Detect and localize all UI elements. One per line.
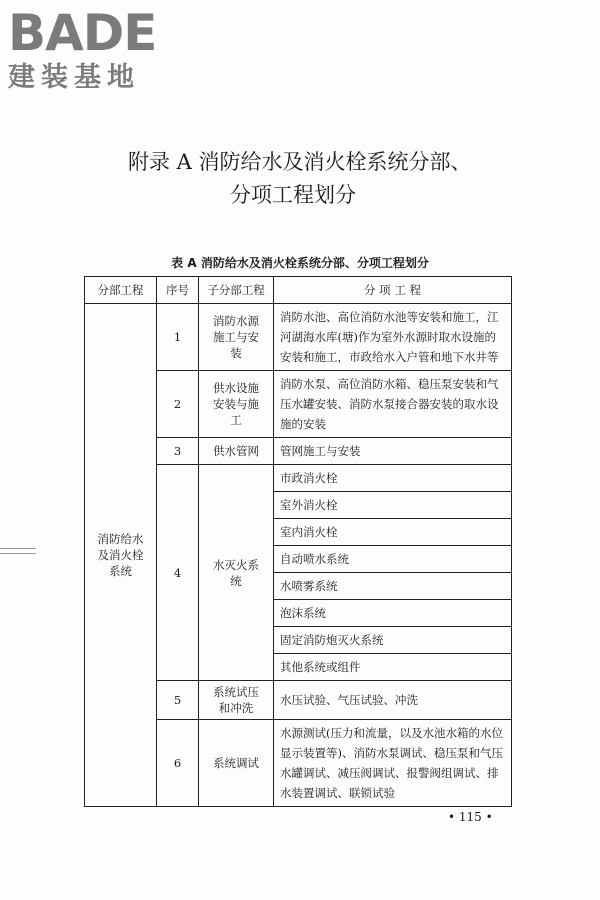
logo-subtitle: 建装基地 — [8, 62, 140, 93]
item-cell: 水喷雾系统 — [274, 573, 512, 600]
row-number: 5 — [157, 681, 199, 720]
item-cell: 水压试验、气压试验、冲洗 — [274, 681, 512, 720]
item-cell: 水源测试(压力和流量，以及水池水箱的水位显示装置等)、消防水泵调试、稳压泵和气压水罐调试、减压阀调试、报警阀组调试、排水装置调试、联锁试验 — [274, 720, 512, 807]
item-cell: 管网施工与安装 — [274, 438, 512, 465]
bade-logo — [8, 6, 156, 94]
title-line-2: 分项工程划分 — [230, 183, 356, 207]
header-number: 序号 — [157, 277, 199, 304]
appendix-title — [128, 146, 472, 212]
margin-mark — [0, 548, 36, 554]
table-header-row — [85, 277, 512, 304]
item-cell: 市政消火栓 — [274, 465, 512, 492]
item-cell: 泡沫系统 — [274, 600, 512, 627]
header-division: 分部工程 — [85, 277, 157, 304]
item-cell: 室内消火栓 — [274, 519, 512, 546]
item-cell: 消防水池、高位消防水池等安装和施工，江河湖海水库(塘)作为室外水源时取水设施的安装和施工，市政给水入户管和地下水井等 — [274, 304, 512, 371]
item-cell: 固定消防炮灭火系统 — [274, 627, 512, 654]
table-caption: 表 A 消防给水及消火栓系统分部、分项工程划分 — [171, 256, 429, 270]
item-cell: 自动喷水系统 — [274, 546, 512, 573]
row-number: 4 — [157, 465, 199, 681]
subdivision-cell: 系统试压和冲洗 — [199, 681, 274, 720]
item-cell: 其他系统或组件 — [274, 654, 512, 681]
page-number: • 115 • — [448, 810, 493, 824]
row-number: 1 — [157, 304, 199, 371]
item-cell: 室外消火栓 — [274, 492, 512, 519]
logo-wordmark: BADE — [8, 4, 157, 62]
title-line-1: 附录 A 消防给水及消火栓系统分部、 — [128, 150, 472, 174]
row-number: 2 — [157, 371, 199, 438]
division-cell: 消防给水及消火栓系统 — [85, 304, 157, 807]
row-number: 6 — [157, 720, 199, 807]
subdivision-cell: 水灭火系统 — [199, 465, 274, 681]
subdivision-cell: 消防水源施工与安装 — [199, 304, 274, 371]
header-items: 分 项 工 程 — [274, 277, 512, 304]
header-subdivision: 子分部工程 — [199, 277, 274, 304]
division-table — [84, 276, 512, 807]
subdivision-cell: 供水设施安装与施工 — [199, 371, 274, 438]
item-cell: 消防水泵、高位消防水箱、稳压泵安装和气压水罐安装、消防水泵接合器安装的取水设施的安装 — [274, 371, 512, 438]
subdivision-cell: 系统调试 — [199, 720, 274, 807]
subdivision-cell: 供水管网 — [199, 438, 274, 465]
table-row — [85, 304, 512, 371]
row-number: 3 — [157, 438, 199, 465]
